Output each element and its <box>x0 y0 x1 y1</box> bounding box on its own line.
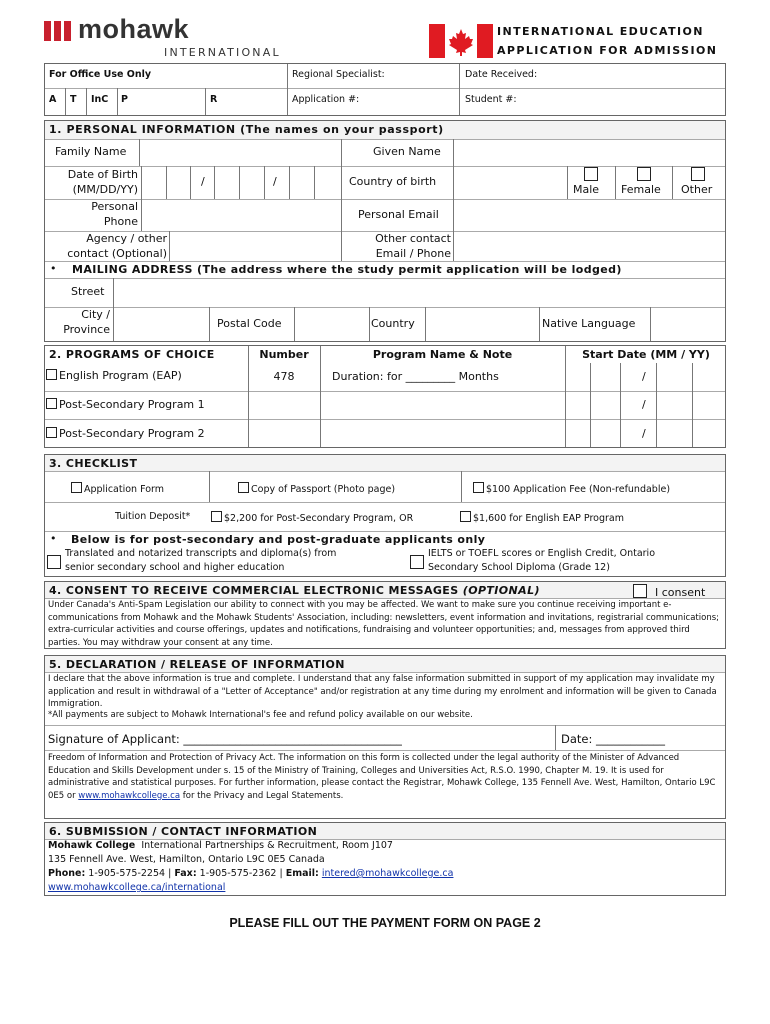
fax-number: 1-905-575-2362 <box>199 868 277 879</box>
street-input[interactable] <box>115 280 725 305</box>
post-secondary-2-option[interactable]: Post-Secondary Program 2 <box>46 427 205 440</box>
contact-phone-line: Phone: 1-905-575-2254 | Fax: 1-905-575-2362 | Email: intered@mohawkcollege.ca <box>48 868 454 879</box>
student-number-field[interactable]: Student #: <box>465 94 517 105</box>
dob-slash-2: / <box>273 175 277 188</box>
contact-line1: Mohawk College International Partnerships & Recruitment, Room J107 <box>48 840 393 851</box>
code-t: T <box>70 94 77 105</box>
personal-email-label: Personal Email <box>358 208 439 221</box>
section4-title: 4. CONSENT TO RECEIVE COMMERCIAL ELECTRONIC MESSAGES (OPTIONAL) <box>49 584 540 597</box>
payment-policy-note: *All payments are subject to Mohawk International's fee and refund policy available on our website. <box>48 710 473 720</box>
eap-deposit-checkbox[interactable] <box>460 511 471 522</box>
signature-field[interactable]: Signature of Applicant: ______________________________________ <box>48 732 402 746</box>
website-link[interactable]: www.mohawkcollege.ca/international <box>48 882 226 893</box>
mailing-bullet: • <box>50 262 57 275</box>
ielts-line2: Secondary School Diploma (Grade 12) <box>428 562 610 573</box>
family-name-input[interactable] <box>141 141 339 164</box>
city-label-line1: City / <box>81 308 110 321</box>
post-secondary-2-checkbox[interactable] <box>46 427 57 438</box>
street-label: Street <box>71 285 105 298</box>
section3-title: 3. CHECKLIST <box>49 457 138 470</box>
country-of-birth-input[interactable] <box>455 168 565 197</box>
application-number-field[interactable]: Application #: <box>292 94 360 105</box>
checklist-bullet: • <box>50 532 57 545</box>
native-language-label: Native Language <box>542 317 636 330</box>
other-contact-input[interactable] <box>455 233 725 259</box>
postal-code-label: Postal Code <box>217 317 282 330</box>
tuition-deposit-label: Tuition Deposit* <box>115 511 191 522</box>
code-a: A <box>49 94 57 105</box>
college-name: Mohawk College <box>48 840 136 851</box>
application-form-checkbox[interactable] <box>71 482 82 493</box>
country-input[interactable] <box>427 309 537 341</box>
transcripts-line2: senior secondary school and higher education <box>65 562 285 573</box>
ielts-checkbox[interactable] <box>410 555 424 569</box>
ps-deposit-item[interactable]: $2,200 for Post-Secondary Program, OR <box>211 511 413 524</box>
family-name-label: Family Name <box>55 145 127 158</box>
post-secondary-heading: Below is for post-secondary and post-graduate applicants only <box>71 533 486 546</box>
code-inc: InC <box>91 94 109 105</box>
code-r: R <box>210 94 218 105</box>
other-contact-label-line1: Other contact <box>375 232 451 245</box>
eap-program-option[interactable]: English Program (EAP) <box>46 369 182 382</box>
number-column-header: Number <box>259 348 309 361</box>
office-use-label: For Office Use Only <box>49 69 152 80</box>
female-checkbox[interactable] <box>637 167 651 181</box>
program-row <box>45 363 725 391</box>
foi-text: Freedom of Information and Protection of Privacy Act. The information on this form is collected under the legal authority of the Minister of Advanced Education and Skills Development under s. 15 of the Ministry of Training, Colleges and Universities Act, R.S.O. 1990, Chapter M. 19. It is used for administrative and statistical purposes. For further information, please contact the Registrar, Mohawk College, 135 Fennell Ave. West, Hamilton, Ontario L9C 0E5 or www.mohawkcollege.ca for the Privacy and Legal Statements. <box>48 753 716 801</box>
male-checkbox[interactable] <box>584 167 598 181</box>
eap-checkbox[interactable] <box>46 369 57 380</box>
passport-copy-item[interactable]: Copy of Passport (Photo page) <box>238 482 395 495</box>
personal-phone-label-line2: Phone <box>103 215 138 228</box>
mohawk-logo <box>44 16 284 62</box>
consent-text: Under Canada's Anti-Spam Legislation our ability to connect with you may be affected. We want to make sure you continue receiving important e-communications from Mohawk and the Mohawk Students' Association, including: newsletters, event information and invitations, registrarial communications; extra-curricular activities and course offerings, updates and notifications, fundraising and volunteer opportunities; and, messages from approved third parties. You may withdraw your consent at any time. <box>48 600 719 648</box>
section5-title: 5. DECLARATION / RELEASE OF INFORMATION <box>49 658 345 671</box>
mailing-address-heading: MAILING ADDRESS (The address where the study permit application will be lodged) <box>72 263 622 276</box>
office-use-section <box>44 63 726 116</box>
post-secondary-1-checkbox[interactable] <box>46 398 57 409</box>
personal-phone-label-line1: Personal <box>91 200 138 213</box>
date-received-field[interactable]: Date Received: <box>465 69 538 80</box>
eap-deposit-item[interactable]: $1,600 for English EAP Program <box>460 511 624 524</box>
code-p: P <box>121 94 128 105</box>
post-secondary-1-option[interactable]: Post-Secondary Program 1 <box>46 398 205 411</box>
consent-section <box>44 581 726 649</box>
consent-option[interactable]: I consent <box>633 584 705 599</box>
application-fee-item[interactable]: $100 Application Fee (Non-refundable) <box>473 482 670 495</box>
dob-label-line2: (MM/DD/YY) <box>72 183 138 196</box>
personal-phone-input[interactable] <box>143 201 339 229</box>
agency-label-line2: contact (Optional) <box>67 247 167 260</box>
agency-input[interactable] <box>171 233 339 259</box>
declaration-section <box>44 655 726 819</box>
eap-number: 478 <box>273 370 295 383</box>
section2-title: 2. PROGRAMS OF CHOICE <box>49 348 215 361</box>
ps2-start-slash: / <box>642 427 646 440</box>
phone-number: 1-905-575-2254 <box>88 868 166 879</box>
consent-checkbox[interactable] <box>633 584 647 598</box>
logo-word: mohawk <box>78 14 190 44</box>
ps1-start-slash: / <box>642 398 646 411</box>
personal-email-input[interactable] <box>455 201 725 229</box>
native-language-input[interactable] <box>652 309 725 341</box>
dob-day-input[interactable] <box>216 168 288 197</box>
city-input[interactable] <box>115 309 207 341</box>
contact-section <box>44 822 726 896</box>
contact-address: 135 Fennell Ave. West, Hamilton, Ontario L9C 0E5 Canada <box>48 854 325 865</box>
dob-slash-1: / <box>201 175 205 188</box>
eap-duration[interactable]: Duration: for _________ Months <box>332 370 499 383</box>
ps-deposit-checkbox[interactable] <box>211 511 222 522</box>
agency-label-line1: Agency / other <box>86 232 167 245</box>
regional-specialist-field[interactable]: Regional Specialist: <box>292 69 385 80</box>
logo-sub: INTERNATIONAL <box>164 46 281 59</box>
program-row <box>45 391 725 419</box>
form-title-line1: INTERNATIONAL EDUCATION <box>497 25 704 38</box>
program-row <box>45 419 725 449</box>
dob-year-input[interactable] <box>291 168 339 197</box>
eap-start-slash: / <box>642 370 646 383</box>
other-gender-label: Other <box>681 183 713 196</box>
postal-code-input[interactable] <box>296 309 367 341</box>
program-name-column-header: Program Name & Note <box>372 348 513 361</box>
declaration-text: I declare that the above information is true and complete. I understand that any false information submitted in support of my application may invalidate my application and result in withdrawal of a "Letter of Acceptance" and/or registration at any time during my enrolment and information will be given to Canada Immigration. <box>48 674 717 709</box>
dob-label-line1: Date of Birth <box>67 168 138 181</box>
given-name-label: Given Name <box>373 145 441 158</box>
transcripts-checkbox[interactable] <box>47 555 61 569</box>
start-date-column-header: Start Date (MM / YY) <box>582 348 710 361</box>
personal-information-section <box>44 120 726 342</box>
date-field[interactable]: Date: ____________ <box>561 732 666 746</box>
city-label-line2: Province <box>63 323 110 336</box>
email-link[interactable]: intered@mohawkcollege.ca <box>321 868 454 879</box>
other-contact-label-line2: Email / Phone <box>375 247 451 260</box>
male-label: Male <box>573 183 600 196</box>
payment-form-notice: PLEASE FILL OUT THE PAYMENT FORM ON PAGE 2 <box>229 916 541 930</box>
female-label: Female <box>621 183 661 196</box>
checklist-section <box>44 454 726 577</box>
passport-copy-checkbox[interactable] <box>238 482 249 493</box>
ielts-line1: IELTS or TOEFL scores or English Credit, Ontario <box>428 548 656 559</box>
section1-title: 1. PERSONAL INFORMATION (The names on your passport) <box>49 123 444 136</box>
other-gender-checkbox[interactable] <box>691 167 705 181</box>
canada-flag-icon <box>429 24 493 58</box>
application-fee-checkbox[interactable] <box>473 482 484 493</box>
optional-label: (OPTIONAL) <box>462 584 540 597</box>
form-title-line2: APPLICATION FOR ADMISSION <box>497 44 718 57</box>
programs-section <box>44 345 726 448</box>
section6-title: 6. SUBMISSION / CONTACT INFORMATION <box>49 825 318 838</box>
application-form-item[interactable]: Application Form <box>71 482 164 495</box>
country-label: Country <box>371 317 415 330</box>
country-of-birth-label: Country of birth <box>349 175 437 188</box>
transcripts-line1: Translated and notarized transcripts and diploma(s) from <box>65 548 337 559</box>
given-name-input[interactable] <box>455 141 725 164</box>
privacy-link[interactable]: www.mohawkcollege.ca <box>78 790 181 801</box>
logo-mark-icon <box>44 19 72 43</box>
